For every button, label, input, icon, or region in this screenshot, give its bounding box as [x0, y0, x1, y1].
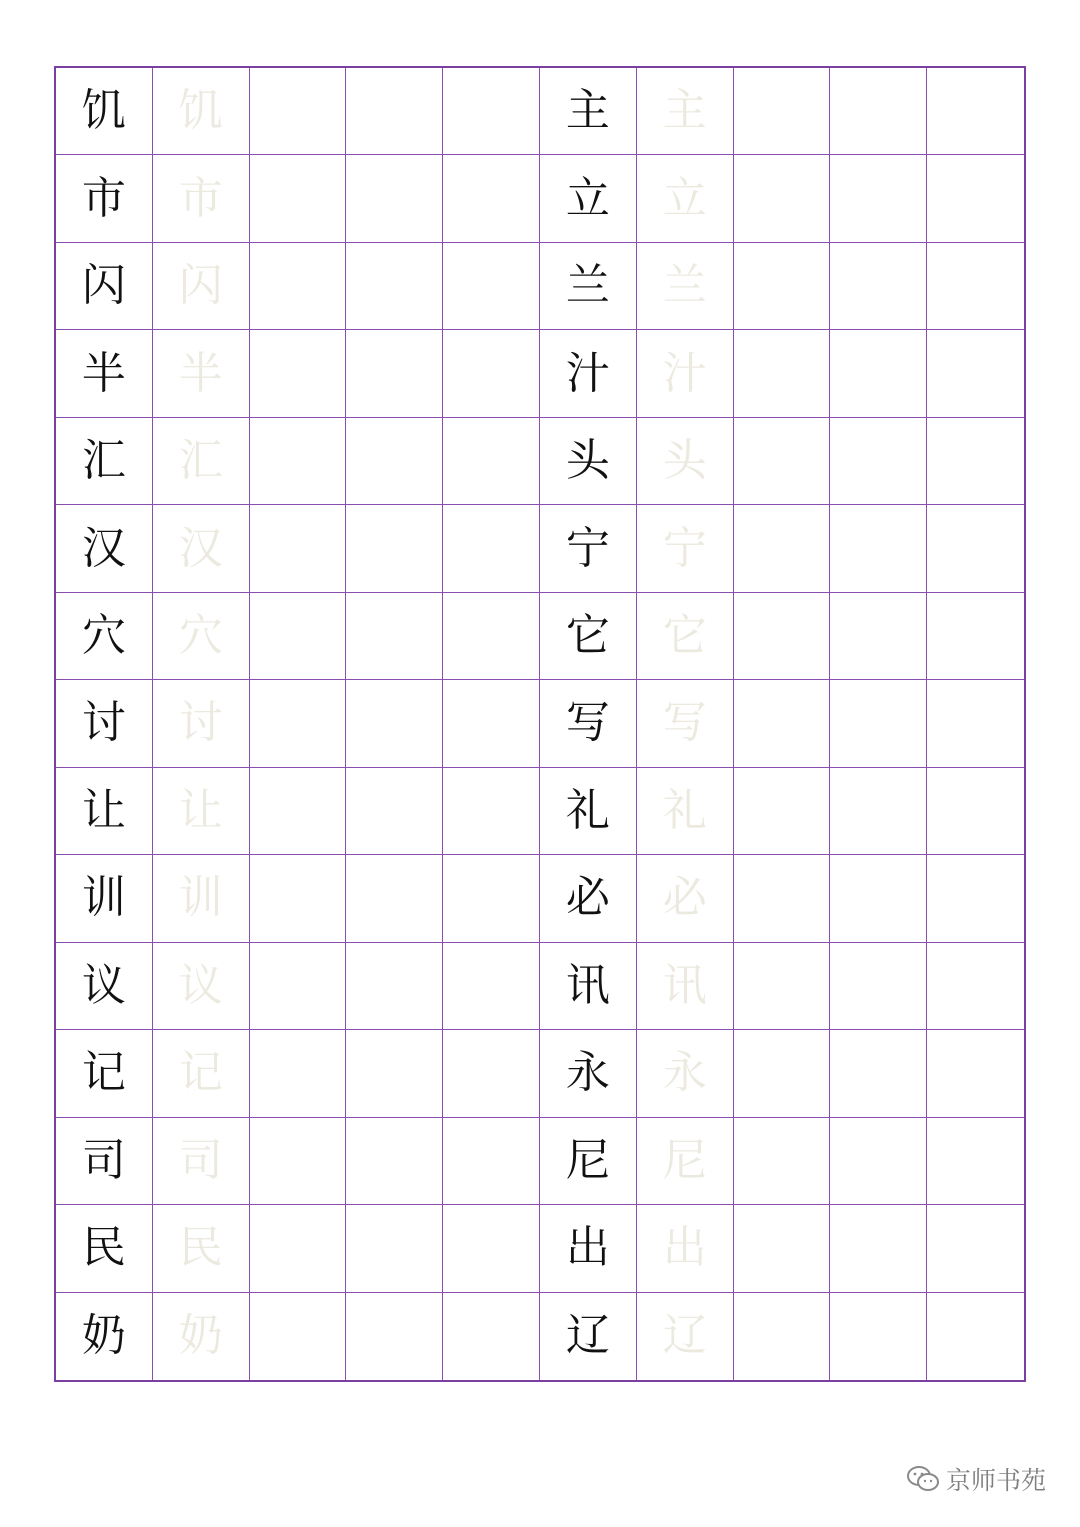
- practice-cell: [443, 68, 540, 155]
- model-character: 汇: [56, 418, 153, 505]
- model-character: 民: [56, 1205, 153, 1292]
- practice-cell: [250, 68, 347, 155]
- practice-cell: [250, 330, 347, 417]
- practice-cell: [734, 1030, 831, 1117]
- practice-cell: [927, 1118, 1024, 1205]
- practice-cell: [927, 680, 1024, 767]
- practice-cell: [734, 943, 831, 1030]
- trace-character: 穴: [153, 593, 250, 680]
- practice-grid: [54, 66, 1026, 1382]
- practice-cell: [250, 680, 347, 767]
- practice-cell: [250, 855, 347, 942]
- trace-character: 兰: [637, 243, 734, 330]
- practice-cell: [250, 1205, 347, 1292]
- practice-cell: [346, 768, 443, 855]
- practice-cell: [443, 768, 540, 855]
- practice-cell: [927, 855, 1024, 942]
- practice-cell: [830, 505, 927, 592]
- model-character: 礼: [540, 768, 637, 855]
- trace-character: 议: [153, 943, 250, 1030]
- trace-character: 市: [153, 155, 250, 242]
- practice-cell: [927, 505, 1024, 592]
- practice-cell: [250, 155, 347, 242]
- practice-cell: [927, 1205, 1024, 1292]
- practice-cell: [734, 1205, 831, 1292]
- practice-cell: [443, 1030, 540, 1117]
- trace-character: 必: [637, 855, 734, 942]
- practice-cell: [443, 418, 540, 505]
- trace-character: 汇: [153, 418, 250, 505]
- model-character: 写: [540, 680, 637, 767]
- practice-cell: [734, 855, 831, 942]
- trace-character: 奶: [153, 1293, 250, 1380]
- practice-cell: [346, 593, 443, 680]
- practice-cell: [443, 855, 540, 942]
- practice-cell: [734, 243, 831, 330]
- practice-cell: [346, 1205, 443, 1292]
- trace-character: 头: [637, 418, 734, 505]
- model-character: 半: [56, 330, 153, 417]
- practice-cell: [346, 855, 443, 942]
- practice-cell: [830, 418, 927, 505]
- trace-character: 半: [153, 330, 250, 417]
- trace-character: 尼: [637, 1118, 734, 1205]
- model-character: 训: [56, 855, 153, 942]
- model-character: 穴: [56, 593, 153, 680]
- trace-character: 宁: [637, 505, 734, 592]
- practice-cell: [830, 1118, 927, 1205]
- practice-cell: [927, 943, 1024, 1030]
- model-character: 永: [540, 1030, 637, 1117]
- practice-cell: [830, 1030, 927, 1117]
- practice-cell: [830, 68, 927, 155]
- practice-cell: [830, 593, 927, 680]
- practice-cell: [927, 1030, 1024, 1117]
- practice-cell: [443, 943, 540, 1030]
- practice-cell: [346, 243, 443, 330]
- practice-cell: [250, 418, 347, 505]
- practice-cell: [346, 943, 443, 1030]
- practice-cell: [346, 330, 443, 417]
- practice-cell: [830, 768, 927, 855]
- practice-cell: [250, 505, 347, 592]
- trace-character: 讨: [153, 680, 250, 767]
- model-character: 讯: [540, 943, 637, 1030]
- practice-cell: [346, 155, 443, 242]
- model-character: 尼: [540, 1118, 637, 1205]
- practice-cell: [927, 593, 1024, 680]
- practice-cell: [346, 68, 443, 155]
- trace-character: 闪: [153, 243, 250, 330]
- practice-cell: [927, 155, 1024, 242]
- practice-cell: [346, 1118, 443, 1205]
- trace-character: 训: [153, 855, 250, 942]
- trace-character: 让: [153, 768, 250, 855]
- trace-character: 写: [637, 680, 734, 767]
- wechat-icon: [906, 1465, 940, 1493]
- practice-cell: [734, 1293, 831, 1380]
- practice-cell: [250, 1293, 347, 1380]
- trace-character: 司: [153, 1118, 250, 1205]
- practice-cell: [250, 1030, 347, 1117]
- model-character: 它: [540, 593, 637, 680]
- model-character: 汁: [540, 330, 637, 417]
- trace-character: 民: [153, 1205, 250, 1292]
- practice-cell: [443, 1118, 540, 1205]
- practice-cell: [250, 943, 347, 1030]
- practice-cell: [443, 243, 540, 330]
- practice-cell: [734, 593, 831, 680]
- practice-cell: [830, 155, 927, 242]
- practice-cell: [443, 505, 540, 592]
- trace-character: 主: [637, 68, 734, 155]
- trace-character: 汁: [637, 330, 734, 417]
- practice-cell: [830, 330, 927, 417]
- practice-cell: [734, 155, 831, 242]
- trace-character: 出: [637, 1205, 734, 1292]
- watermark: [906, 1461, 1046, 1497]
- model-character: 兰: [540, 243, 637, 330]
- model-character: 市: [56, 155, 153, 242]
- practice-cell: [927, 330, 1024, 417]
- trace-character: 讯: [637, 943, 734, 1030]
- practice-cell: [443, 593, 540, 680]
- practice-cell: [927, 243, 1024, 330]
- trace-character: 辽: [637, 1293, 734, 1380]
- model-character: 让: [56, 768, 153, 855]
- practice-cell: [734, 505, 831, 592]
- trace-character: 礼: [637, 768, 734, 855]
- practice-cell: [830, 1293, 927, 1380]
- model-character: 汉: [56, 505, 153, 592]
- watermark-text: 京师书苑: [945, 1466, 1046, 1495]
- practice-cell: [734, 418, 831, 505]
- practice-cell: [346, 505, 443, 592]
- practice-cell: [250, 768, 347, 855]
- model-character: 立: [540, 155, 637, 242]
- trace-character: 永: [637, 1030, 734, 1117]
- practice-cell: [346, 418, 443, 505]
- practice-cell: [346, 1030, 443, 1117]
- practice-cell: [734, 68, 831, 155]
- practice-cell: [443, 1293, 540, 1380]
- practice-cell: [250, 243, 347, 330]
- model-character: 议: [56, 943, 153, 1030]
- practice-cell: [927, 68, 1024, 155]
- model-character: 主: [540, 68, 637, 155]
- practice-cell: [734, 1118, 831, 1205]
- practice-cell: [830, 1205, 927, 1292]
- practice-cell: [734, 680, 831, 767]
- model-character: 记: [56, 1030, 153, 1117]
- practice-cell: [443, 680, 540, 767]
- model-character: 饥: [56, 68, 153, 155]
- practice-cell: [734, 768, 831, 855]
- practice-cell: [250, 593, 347, 680]
- practice-cell: [443, 330, 540, 417]
- practice-cell: [830, 855, 927, 942]
- model-character: 奶: [56, 1293, 153, 1380]
- practice-cell: [250, 1118, 347, 1205]
- model-character: 司: [56, 1118, 153, 1205]
- practice-cell: [927, 768, 1024, 855]
- practice-cell: [830, 680, 927, 767]
- practice-cell: [927, 1293, 1024, 1380]
- practice-cell: [830, 943, 927, 1030]
- model-character: 宁: [540, 505, 637, 592]
- practice-cell: [927, 418, 1024, 505]
- trace-character: 饥: [153, 68, 250, 155]
- model-character: 头: [540, 418, 637, 505]
- trace-character: 立: [637, 155, 734, 242]
- practice-cell: [734, 330, 831, 417]
- model-character: 辽: [540, 1293, 637, 1380]
- practice-cell: [443, 155, 540, 242]
- model-character: 闪: [56, 243, 153, 330]
- practice-cell: [346, 680, 443, 767]
- model-character: 讨: [56, 680, 153, 767]
- practice-cell: [830, 243, 927, 330]
- practice-cell: [443, 1205, 540, 1292]
- model-character: 出: [540, 1205, 637, 1292]
- trace-character: 记: [153, 1030, 250, 1117]
- trace-character: 它: [637, 593, 734, 680]
- model-character: 必: [540, 855, 637, 942]
- trace-character: 汉: [153, 505, 250, 592]
- practice-cell: [346, 1293, 443, 1380]
